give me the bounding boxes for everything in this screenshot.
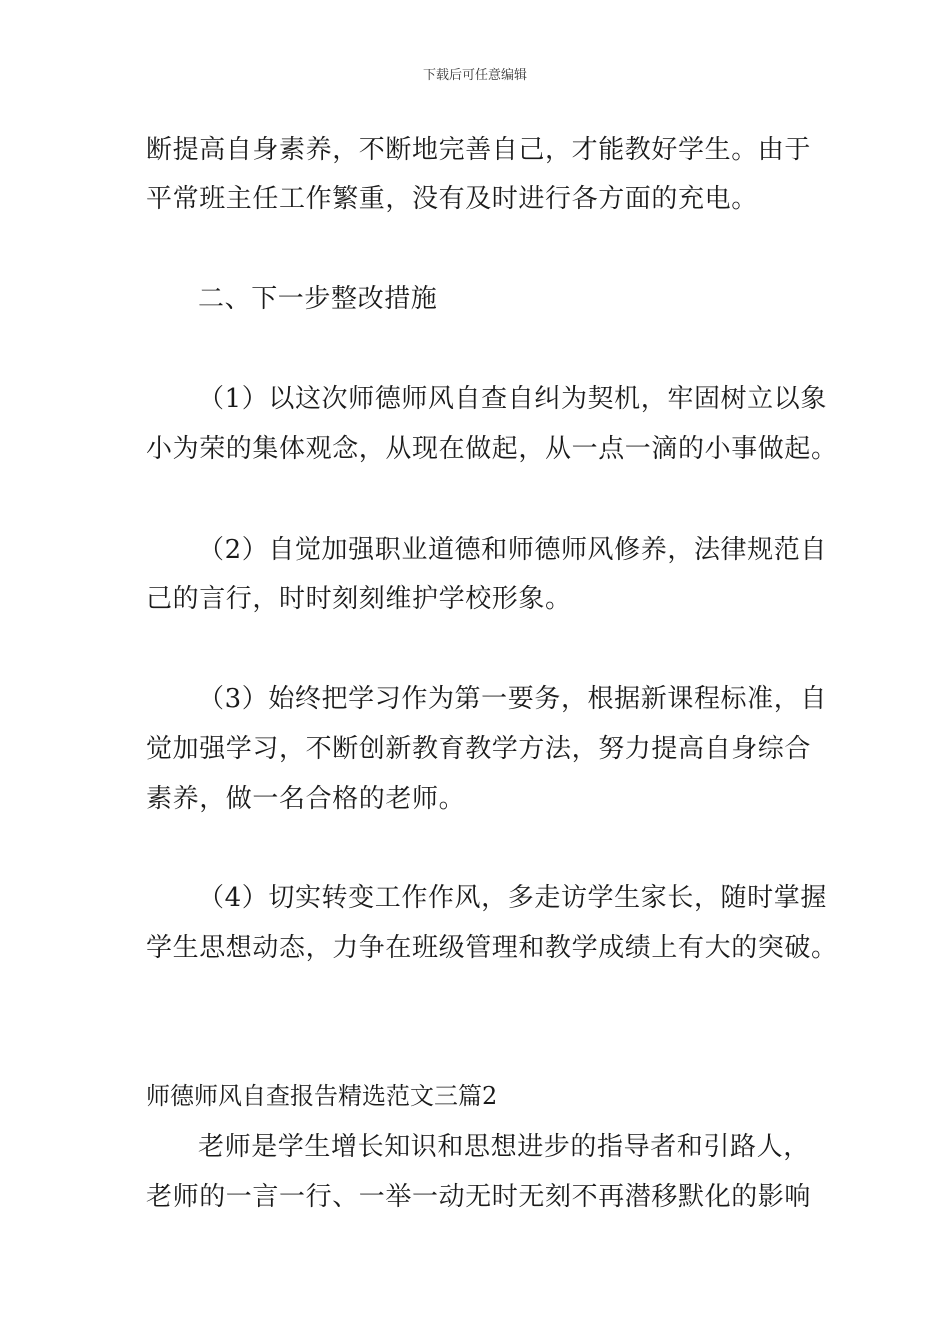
list-item-line: 素养，做一名合格的老师。: [146, 784, 466, 814]
list-item-line: （1）以这次师德师风自查自纠为契机，牢固树立以象: [198, 384, 827, 414]
list-item-line: 学生思想动态，力争在班级管理和教学成绩上有大的突破。: [146, 933, 838, 963]
article-title: 师德师风自查报告精选范文三篇2: [146, 1082, 498, 1110]
body-text-line: 断提高自身素养，不断地完善自己，才能教好学生。由于: [146, 135, 812, 165]
list-item-line: （4）切实转变工作作风，多走访学生家长，随时掌握: [198, 883, 827, 913]
list-item-line: 小为荣的集体观念，从现在做起，从一点一滴的小事做起。: [146, 434, 838, 464]
body-text-line: 平常班主任工作繁重，没有及时进行各方面的充电。: [146, 184, 758, 214]
section-heading: 二、下一步整改措施: [198, 284, 438, 314]
body-text-line: 老师的一言一行、一举一动无时无刻不再潜移默化的影响: [146, 1182, 812, 1212]
list-item-line: 己的言行，时时刻刻维护学校形象。: [146, 584, 572, 614]
body-text-line: 老师是学生增长知识和思想进步的指导者和引路人，: [198, 1132, 810, 1162]
list-item-line: （3）始终把学习作为第一要务，根据新课程标准，自: [198, 684, 827, 714]
list-item-line: 觉加强学习，不断创新教育教学方法，努力提高自身综合: [146, 734, 812, 764]
list-item-line: （2）自觉加强职业道德和师德师风修养，法律规范自: [198, 535, 827, 565]
page-header: 下载后可任意编辑: [422, 68, 527, 83]
